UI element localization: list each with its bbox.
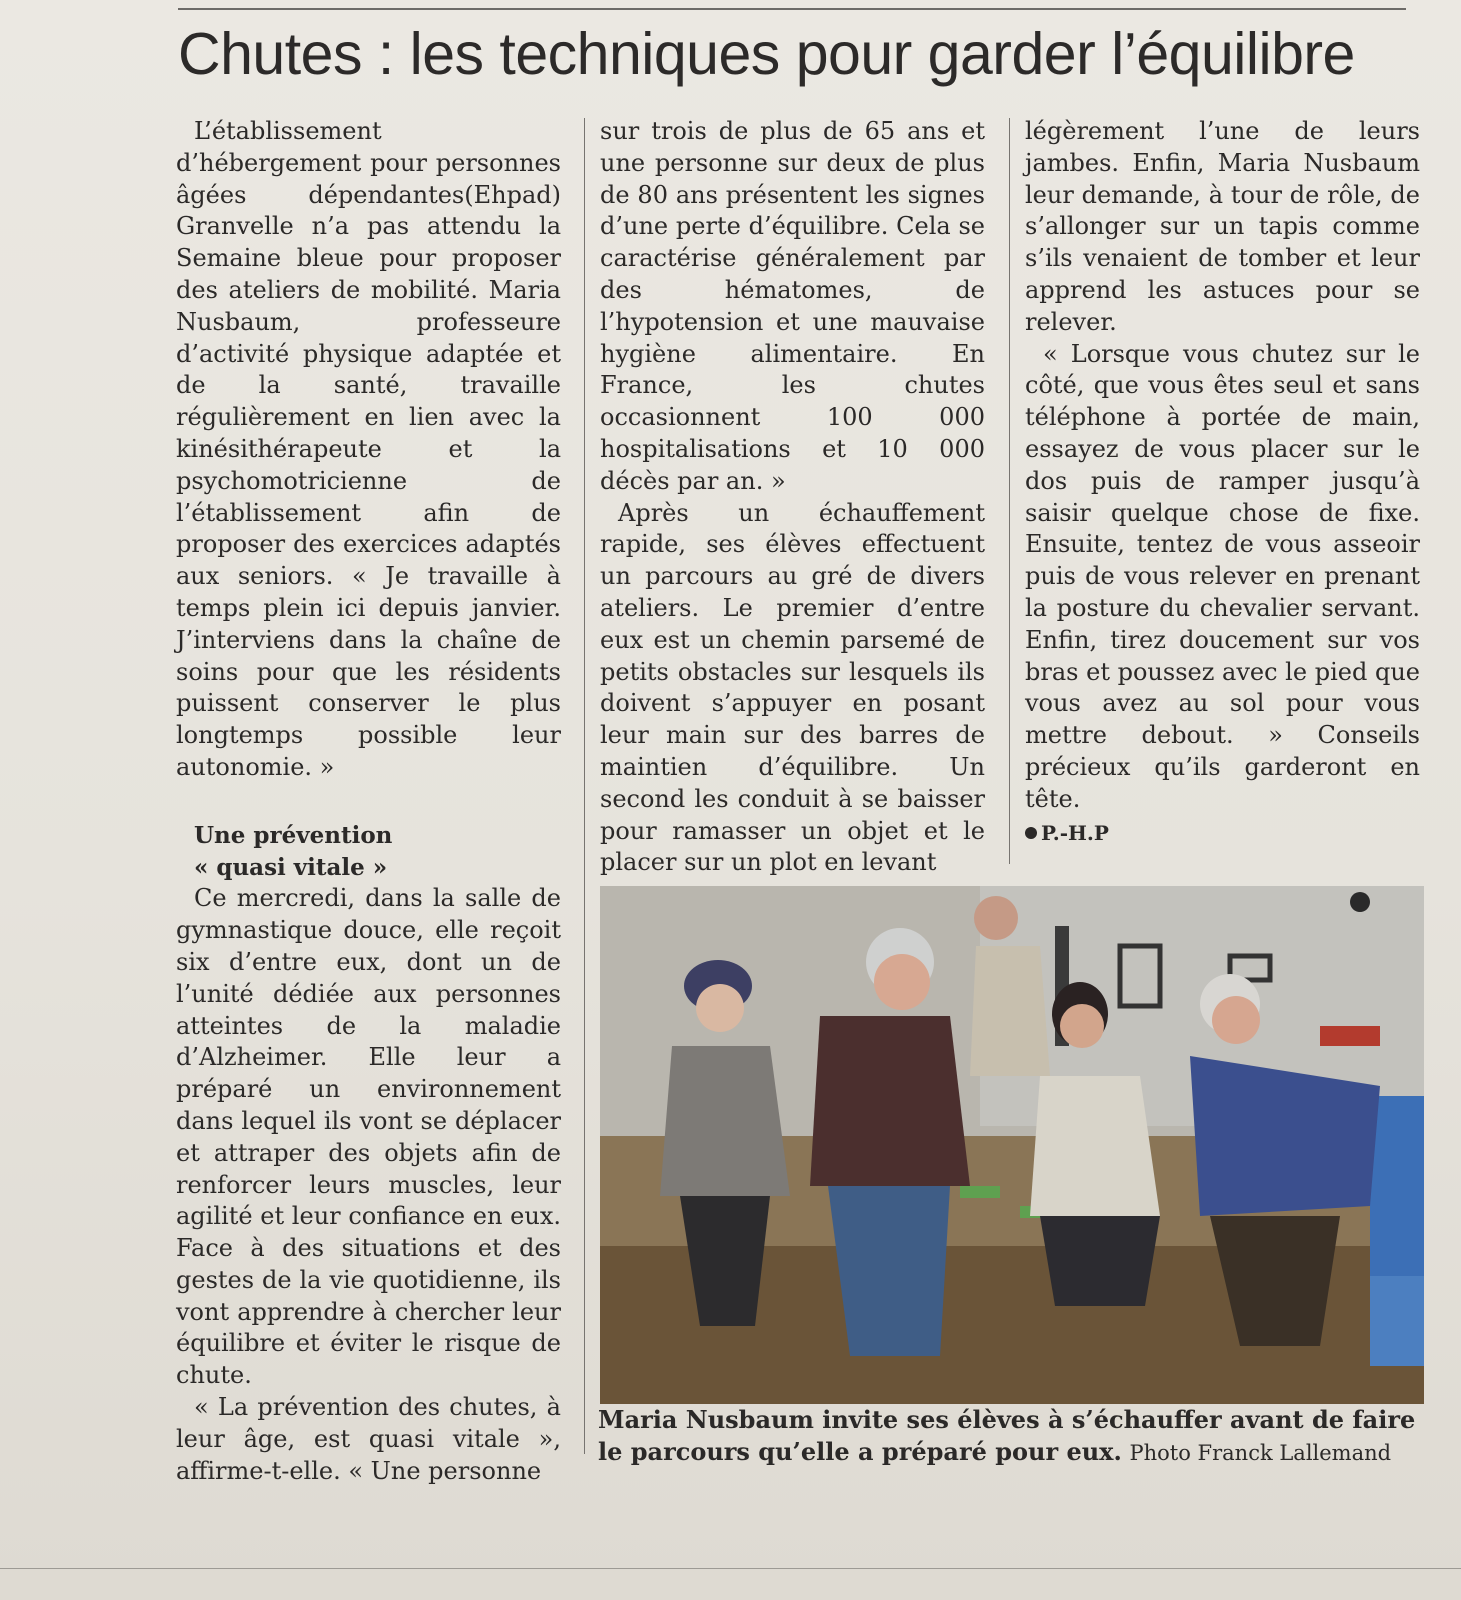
photo-caption bbox=[598, 1404, 1428, 1469]
intertitle-line: « quasi vitale » bbox=[194, 853, 388, 881]
column-divider bbox=[584, 118, 585, 1454]
column-2 bbox=[600, 116, 985, 879]
paragraph: sur trois de plus de 65 ans et une personne sur deux de plus de 80 ans présentent les signes d’une perte d’équilibre. Cela se caractérise généralement par des hématomes, de l’hypotension et une mauvaise hygiène alimentaire. En France, les chutes occasionnent 100 000 hospitalisations et 10 000 décès par an. » bbox=[600, 117, 985, 495]
column-divider bbox=[1009, 118, 1010, 864]
paragraph: « Lorsque vous chutez sur le côté, que vous êtes seul et sans téléphone à portée de main, essayez de vous placer sur le dos puis de ramper jusqu’à saisir quelque chose de fixe. Ensuite, tentez de vous asseoir puis de vous relever en prenant la posture du chevalier servant. Enfin, tirez doucement sur vos bras et poussez avec le pied que vous avez au sol pour vous mettre debout. » Conseils précieux qu’ils garderont en tête. bbox=[1025, 339, 1420, 813]
byline bbox=[1025, 818, 1420, 850]
paragraph: Ce mercredi, dans la salle de gymnastique douce, elle reçoit six d’entre eux, dont un de l’unité dédiée aux personnes atteintes de la maladie d’Alzheimer. Elle leur a préparé un environnement dans lequel ils vont se déplacer et attraper des objets afin de renforcer leurs muscles, leur agilité et leur confiance en eux. Face à des situations et des gestes de la vie quotidienne, ils vont apprendre à chercher leur équilibre et éviter le risque de chute. bbox=[176, 884, 561, 1390]
byline-text: P.-H.P bbox=[1041, 820, 1109, 845]
column-3 bbox=[1025, 116, 1420, 849]
paragraph: légèrement l’une de leurs jambes. Enfin, Maria Nusbaum leur demande, à tour de rôle, de s’allonger sur un tapis comme s’ils venaient de tomber et leur apprend les astuces pour se relever. bbox=[1025, 117, 1420, 336]
bottom-rule bbox=[0, 1568, 1461, 1569]
paragraph: « La prévention des chutes, à leur âge, est quasi vitale », affirme-t-elle. « Une personne bbox=[176, 1393, 561, 1485]
top-rule bbox=[178, 8, 1406, 10]
column-1 bbox=[176, 116, 561, 1487]
photo-scene bbox=[600, 886, 1424, 1404]
paragraph: L’établissement d’hébergement pour personnes âgées dépendantes(Ehpad) Granvelle n’a pas attendu la Semaine bleue pour proposer des ateliers de mobilité. Maria Nusbaum, professeure d’activité physique adaptée et de la santé, travaille régulièrement en lien avec la kinésithérapeute et la psychomotricienne de l’établissement afin de proposer des exercices adaptés aux seniors. « Je travaille à temps plein ici depuis janvier. J’interviens dans la chaîne de soins pour que les résidents puissent conserver le plus longtemps possible leur autonomie. » bbox=[176, 117, 561, 781]
caption-text: Maria Nusbaum invite ses élèves à s’échauffer avant de faire le parcours qu’elle a préparé pour eux. bbox=[598, 1405, 1416, 1466]
intertitle bbox=[194, 820, 561, 884]
article-photo bbox=[600, 886, 1424, 1404]
headline: Chutes : les techniques pour garder l’équilibre bbox=[178, 21, 1355, 87]
intertitle-line: Une prévention bbox=[194, 821, 393, 849]
paragraph: Après un échauffement rapide, ses élèves effectuent un parcours au gré de divers ateliers. Le premier d’entre eux est un chemin parsemé de petits obstacles sur lesquels ils doivent s’appuyer en posant leur main sur des barres de maintien d’équilibre. Un second les conduit à se baisser pour ramasser un objet et le placer sur un plot en levant bbox=[600, 498, 985, 877]
bullet-icon bbox=[1025, 827, 1037, 839]
photo-credit: Photo Franck Lallemand bbox=[1129, 1441, 1392, 1465]
